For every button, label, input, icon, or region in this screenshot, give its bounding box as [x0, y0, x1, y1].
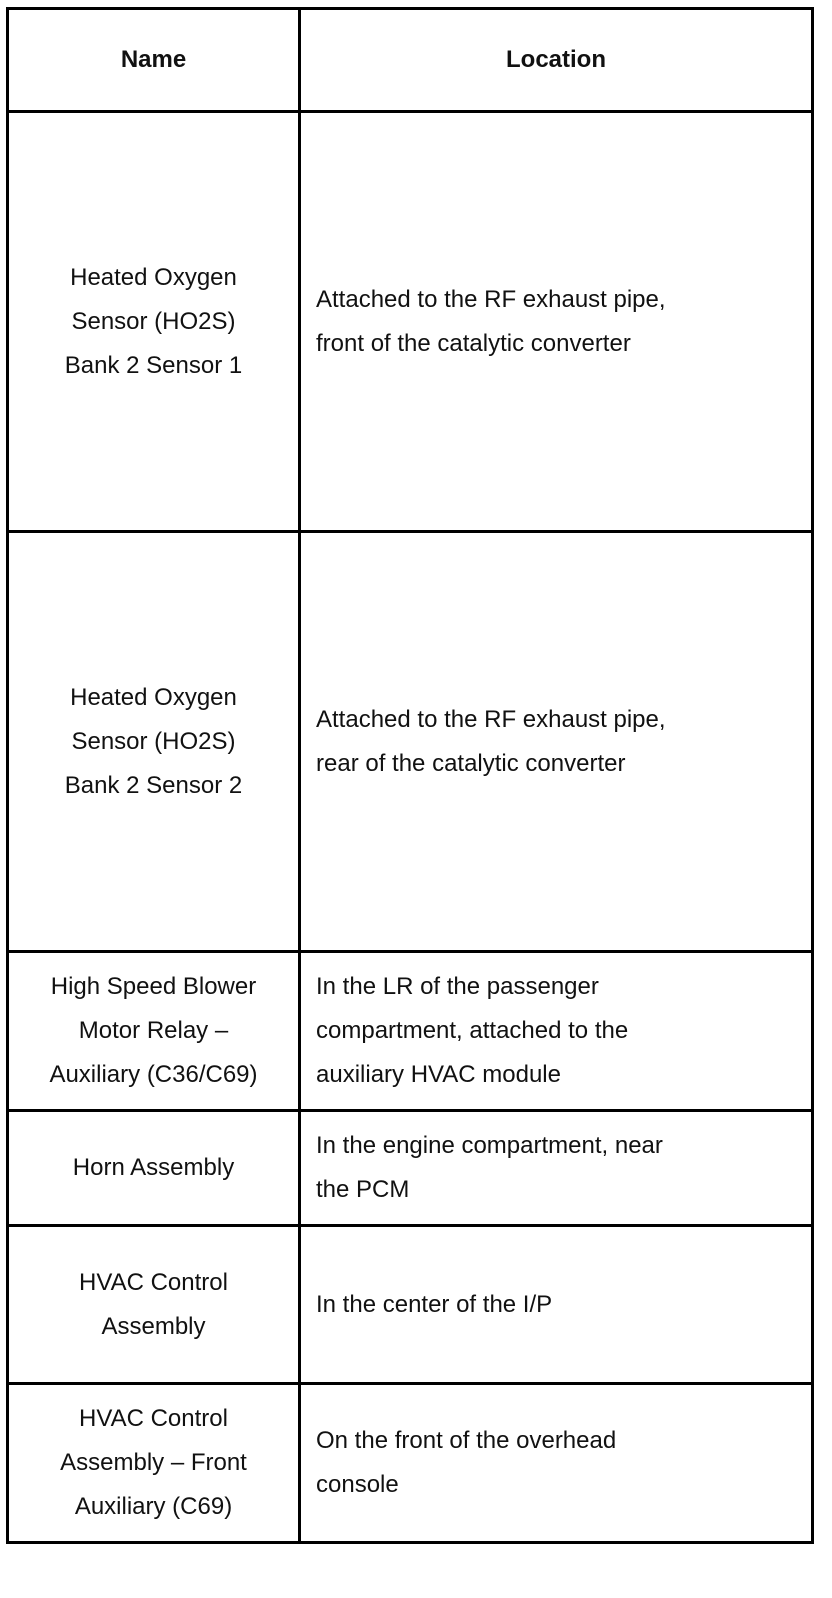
- location-line: compartment, attached to the: [316, 1017, 629, 1044]
- location-cell: [300, 1384, 813, 1543]
- location-line: In the engine compartment, near: [316, 1132, 663, 1159]
- table-row: [8, 532, 813, 952]
- name-line: High Speed Blower: [50, 973, 257, 1000]
- table-row: [8, 1226, 813, 1384]
- name-line: Heated Oxygen: [70, 683, 237, 711]
- name-cell: [8, 532, 300, 952]
- name-line: Motor Relay –: [78, 1017, 229, 1044]
- name-line: Sensor (HO2S): [71, 727, 236, 755]
- table-row: [8, 112, 813, 532]
- name-line: HVAC Control: [79, 1405, 228, 1432]
- location-cell: [300, 532, 813, 952]
- table-row: [8, 1384, 813, 1543]
- location-line: Attached to the RF exhaust pipe,: [316, 285, 666, 313]
- name-line: Assembly: [101, 1312, 206, 1340]
- location-cell: [300, 112, 813, 532]
- location-line: In the center of the I/P: [316, 1290, 553, 1318]
- location-line: auxiliary HVAC module: [316, 1061, 561, 1088]
- location-cell: [300, 1226, 813, 1384]
- header-row: [8, 9, 813, 112]
- table-row: [8, 952, 813, 1111]
- location-line: In the LR of the passenger: [316, 973, 599, 1000]
- name-line: Assembly – Front: [60, 1449, 247, 1476]
- name-line: Heated Oxygen: [70, 263, 237, 291]
- name-line: Sensor (HO2S): [71, 307, 236, 335]
- location-line: the PCM: [316, 1176, 410, 1203]
- name-cell: [8, 1226, 300, 1384]
- location-line: console: [316, 1471, 399, 1498]
- location-line: Attached to the RF exhaust pipe,: [316, 705, 666, 733]
- name-line: Bank 2 Sensor 1: [64, 351, 243, 379]
- location-cell: [300, 952, 813, 1111]
- table-row: [8, 1111, 813, 1226]
- name-cell: [8, 112, 300, 532]
- name-cell: [8, 1384, 300, 1543]
- name-column-header: Name: [8, 9, 300, 112]
- location-line: On the front of the overhead: [316, 1427, 617, 1454]
- location-line: front of the catalytic converter: [316, 329, 631, 357]
- name-cell: [8, 1111, 300, 1226]
- name-line: Horn Assembly: [72, 1154, 235, 1181]
- name-line: Bank 2 Sensor 2: [64, 771, 243, 799]
- location-cell: [300, 1111, 813, 1226]
- location-column-header: Location: [300, 9, 813, 112]
- name-cell: [8, 952, 300, 1111]
- name-line: Auxiliary (C36/C69): [49, 1061, 258, 1088]
- location-line: rear of the catalytic converter: [316, 749, 626, 777]
- component-location-table: [6, 7, 814, 1544]
- name-line: HVAC Control: [79, 1268, 228, 1296]
- name-line: Auxiliary (C69): [74, 1493, 233, 1520]
